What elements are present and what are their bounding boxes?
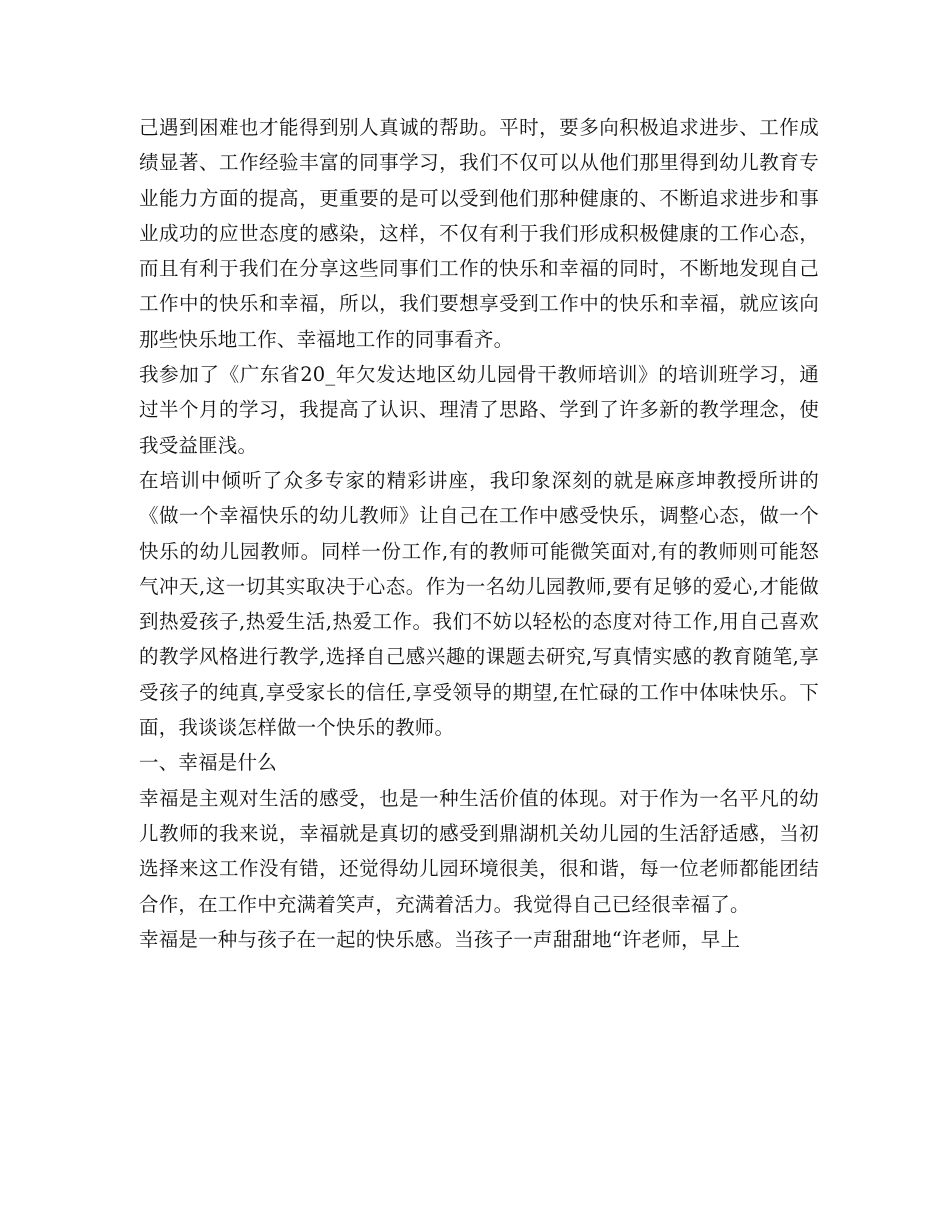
paragraph-5: 幸福是一种与孩子在一起的快乐感。当孩子一声甜甜地“许老师，早上 (139, 927, 741, 951)
paragraph-2: 我参加了《广东省20_年欠发达地区幼儿园骨干教师培训》的培训班学习，通过半个月的学习，我提高了认识、理清了思路、学到了许多新的教学理念，使我受益匪浅。 (139, 363, 819, 457)
paragraph-3: 在培训中倾听了众多专家的精彩讲座，我印象深刻的就是麻彦坤教授所讲的《做一个幸福快乐的幼儿教师》让自己在工作中感受快乐，调整心态，做一个快乐的幼儿园教师。同样一份工作,有的教师可能微笑面对,有的教师则可能怒气冲天,这一切其实取决于心态。作为一名幼儿园教师,要有足够的爱心,才能做到热爱孩子,热爱生活,热爱工作。我们不妨以轻松的态度对待工作,用自己喜欢的教学风格进行教学,选择自己感兴趣的课题去研究,写真情实感的教育随笔,享受孩子的纯真,享受家长的信任,享受领导的期望,在忙碌的工作中体味快乐。下面，我谈谈怎样做一个快乐的教师。 (139, 468, 819, 740)
paragraph-4: 幸福是主观对生活的感受，也是一种生活价值的体现。对于作为一名平凡的幼儿教师的我来说，幸福就是真切的感受到鼎湖机关幼儿园的生活舒适感，当初选择来这工作没有错，还觉得幼儿园环境很美，很和谐，每一位老师都能团结合作，在工作中充满着笑声，充满着活力。我觉得自己已经很幸福了。 (139, 786, 819, 916)
section-heading: 一、幸福是什么 (139, 751, 277, 775)
document-body (139, 110, 819, 957)
paragraph-1: 己遇到困难也才能得到别人真诚的帮助。平时，要多向积极追求进步、工作成绩显著、工作经验丰富的同事学习，我们不仅可以从他们那里得到幼儿教育专业能力方面的提高，更重要的是可以受到他们那种健康的、不断追求进步和事业成功的应世态度的感染，这样，不仅有利于我们形成积极健康的工作心态，而且有利于我们在分享这些同事们工作的快乐和幸福的同时，不断地发现自己工作中的快乐和幸福，所以，我们要想享受到工作中的快乐和幸福，就应该向那些快乐地工作、幸福地工作的同事看齐。 (139, 116, 819, 351)
